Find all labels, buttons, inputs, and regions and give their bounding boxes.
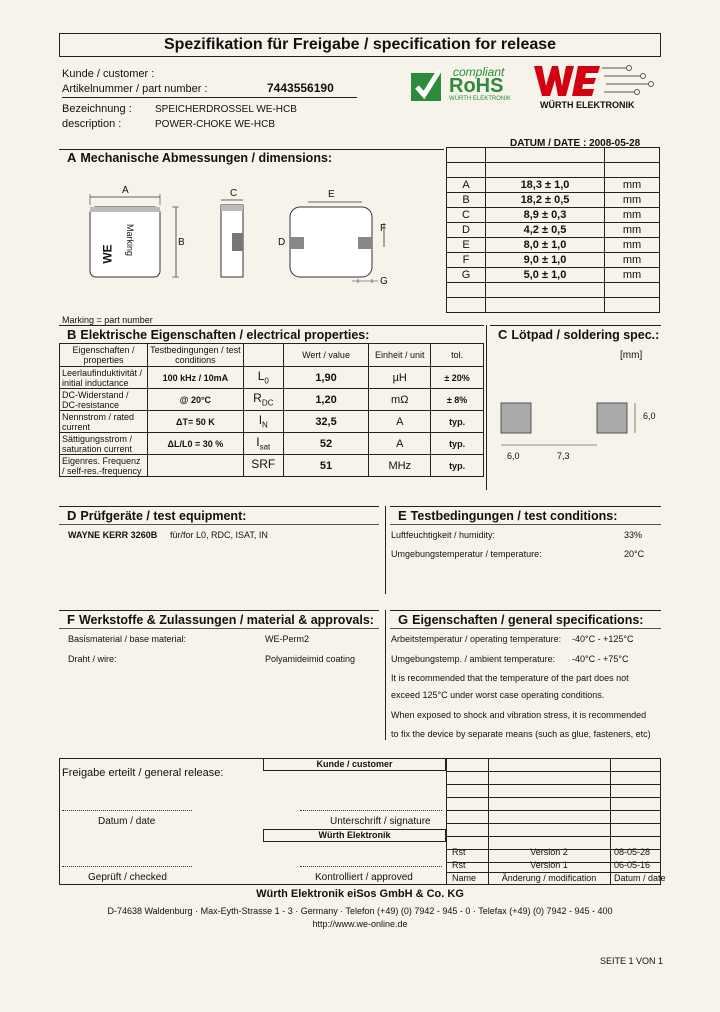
ep-cell-unit: A (369, 433, 431, 455)
dims-cell-k: A (447, 178, 486, 193)
signature-line (300, 810, 442, 811)
dims-cell-v: 8,0 ± 1,0 (486, 238, 605, 253)
dim-label-e: E (328, 189, 335, 200)
we-logo (530, 62, 665, 112)
dims-row (447, 178, 660, 193)
dims-cell-u: mm (605, 208, 660, 223)
solder-dim-h: 6,0 (643, 411, 656, 421)
section-c-heading: Lötpad / soldering spec.: (511, 328, 660, 342)
dims-cell (486, 163, 605, 178)
temperature-label: Umgebungstemperatur / temperature: (391, 549, 542, 559)
dims-cell (605, 148, 660, 163)
g-note-3: When exposed to shock and vibration stress, it is recommended (391, 710, 647, 720)
ep-header-row (60, 344, 484, 367)
solder-unit: [mm] (620, 350, 643, 361)
dims-cell-v: 4,2 ± 0,5 (486, 223, 605, 238)
dims-row (447, 193, 660, 208)
designation-value: SPEICHERDROSSEL WE-HCB (155, 104, 297, 115)
section-f-title (67, 612, 374, 627)
de-divider (385, 506, 386, 594)
ep-cell-cond (147, 455, 243, 477)
description-label: description : (62, 118, 122, 130)
section-b-heading: Elektrische Eigenschaften / electrical properties: (80, 328, 370, 342)
rev-grid-line (446, 784, 661, 785)
ep-cell-sym (243, 367, 283, 389)
approved-line (300, 866, 442, 867)
ep-header-cell: tol. (431, 344, 484, 367)
ep-cell-prop: Nennstrom / rated current (60, 411, 148, 433)
section-d-title (67, 508, 246, 523)
op-temp-value: -40°C - +125°C (572, 634, 634, 644)
rev-grid-line (446, 771, 661, 772)
dims-cell-u: mm (605, 238, 660, 253)
ep-header-cell: Eigenschaften / properties (60, 344, 148, 367)
dims-row-blank (447, 148, 660, 163)
dims-cell (447, 148, 486, 163)
rev2-by: Rst (452, 860, 466, 870)
ep-cell-val: 32,5 (283, 411, 369, 433)
section-c-rule (490, 325, 661, 326)
dim-label-g: G (380, 276, 388, 287)
ep-cell-val: 51 (283, 455, 369, 477)
rev-grid-left (446, 758, 447, 885)
section-g-underline (390, 628, 661, 629)
date-text: DATUM / DATE : 2008-05-28 (510, 138, 641, 149)
ep-cell-unit: A (369, 411, 431, 433)
dim-label-d: D (278, 237, 286, 248)
dim-label-a: A (122, 185, 129, 196)
dims-cell (605, 283, 660, 298)
base-material-label: Basismaterial / base material: (68, 634, 187, 644)
ep-cell-cond: ΔT= 50 K (147, 411, 243, 433)
ep-sym: I (256, 435, 260, 450)
ep-cell-sym (243, 433, 283, 455)
ep-cell-sym (243, 389, 283, 411)
ep-row (60, 411, 484, 433)
section-c-title (498, 327, 659, 342)
drawing-we-mark: WE (100, 244, 115, 264)
section-f-rule (59, 610, 379, 611)
ep-header-cell (243, 344, 283, 367)
ep-cell-tol: typ. (431, 455, 484, 477)
dims-cell (486, 283, 605, 298)
rev-grid-line (446, 810, 661, 811)
ep-cell-tol: ± 8% (431, 389, 484, 411)
dims-row-blank (447, 163, 660, 178)
section-g-rule (390, 610, 661, 611)
dim-label-b: B (178, 237, 185, 248)
rev1-date: 08-05-28 (614, 847, 651, 857)
dims-row (447, 238, 660, 253)
section-d-heading: Prüfgeräte / test equipment: (80, 509, 247, 523)
ep-cell-sym (243, 455, 283, 477)
ep-row (60, 389, 484, 411)
dims-row (447, 223, 660, 238)
rev-grid-line (446, 823, 661, 824)
amb-temp-value: -40°C - +75°C (572, 654, 629, 664)
section-g-letter: G (398, 612, 409, 627)
ep-sym-sub: N (262, 420, 268, 430)
dims-row-blank (447, 298, 660, 313)
customer-label: Kunde / customer : (62, 68, 155, 80)
ep-row (60, 433, 484, 455)
designation-label: Bezeichnung : (62, 103, 132, 115)
rev-head-name: Name (452, 873, 477, 883)
electrical-table (59, 343, 484, 477)
ep-header-cell: Einheit / unit (369, 344, 431, 367)
section-g-title (398, 612, 643, 627)
rev-grid-line (446, 797, 661, 798)
ep-cell-val: 1,20 (283, 389, 369, 411)
approved-label: Kontrolliert / approved (315, 872, 413, 883)
checked-line (62, 866, 192, 867)
ep-sym: I (258, 413, 263, 428)
dims-cell-u: mm (605, 223, 660, 238)
footer-company: Würth Elektronik eiSos GmbH & Co. KG (256, 888, 464, 900)
ep-cell-cond: 100 kHz / 10mA (147, 367, 243, 389)
rohs-sub-text: WÜRTH ELEKTRONIK (449, 96, 511, 102)
date-line (62, 810, 192, 811)
date-label: Datum / date (98, 816, 156, 827)
marking-note: Marking = part number (62, 315, 153, 325)
section-c-divider (486, 325, 487, 490)
section-f-underline (59, 628, 379, 629)
ep-cell-unit: µH (369, 367, 431, 389)
ep-cell-prop: Leerlaufinduktivität / initial inductance (60, 367, 148, 389)
wire-value: Polyamideimid coating (265, 654, 356, 664)
rohs-logo (405, 65, 525, 105)
section-e-letter: E (398, 508, 407, 523)
dims-cell-u: mm (605, 193, 660, 208)
ep-sym: R (253, 391, 262, 406)
temperature-value: 20°C (624, 549, 645, 559)
wire-label: Draht / wire: (68, 654, 117, 664)
ep-row (60, 455, 484, 477)
ep-cell-cond: ΔL/L0 = 30 % (147, 433, 243, 455)
section-e-underline (390, 524, 661, 525)
section-e-rule (390, 506, 661, 507)
section-a-title (67, 150, 332, 165)
ep-cell-prop: Sättigungsstrom / saturation current (60, 433, 148, 455)
dims-cell-v: 18,2 ± 0,5 (486, 193, 605, 208)
dims-cell-k: C (447, 208, 486, 223)
section-b-title (67, 327, 369, 342)
equipment-name: WAYNE KERR 3260B (68, 530, 158, 540)
dims-cell (605, 298, 660, 313)
ep-cell-tol: typ. (431, 433, 484, 455)
release-label: Freigabe erteilt / general release: (62, 767, 224, 779)
rohs-text: RoHS (449, 75, 504, 97)
rev1-version: Version 2 (530, 847, 568, 857)
dims-cell (447, 283, 486, 298)
dims-cell-k: D (447, 223, 486, 238)
ep-sym: SRF (251, 457, 276, 472)
rev1-by: Rst (452, 847, 466, 857)
ep-cell-prop: Eigenres. Frequenz / self-res.-frequency (60, 455, 148, 477)
section-b-letter: B (67, 327, 77, 342)
dims-cell-k: B (447, 193, 486, 208)
footer-url[interactable]: http://www.we-online.de (312, 919, 408, 929)
section-f-heading: Werkstoffe & Zulassungen / material & approvals: (78, 613, 374, 627)
ep-cell-cond: @ 20°C (147, 389, 243, 411)
section-d-underline (59, 524, 379, 525)
ep-sym-sub: 0 (264, 376, 269, 386)
g-note-2: exceed 125°C under worst case operating conditions. (391, 690, 605, 700)
dim-label-c: C (230, 188, 238, 199)
solder-pad-drawing (495, 395, 660, 465)
dims-cell (447, 298, 486, 313)
dims-row (447, 268, 660, 283)
dimension-drawing (80, 185, 410, 295)
section-c-letter: C (498, 327, 508, 342)
humidity-value: 33% (624, 530, 643, 540)
section-a-heading: Mechanische Abmessungen / dimensions: (80, 151, 333, 165)
section-e-heading: Testbedingungen / test conditions: (410, 509, 618, 523)
rev-grid-line (446, 836, 661, 837)
dims-cell-v: 5,0 ± 1,0 (486, 268, 605, 283)
section-f-letter: F (67, 612, 75, 627)
g-note-4: to fix the device by separate means (such as glue, fasteners, etc) (391, 729, 651, 739)
ep-header-cell: Testbedingungen / test conditions (147, 344, 243, 367)
section-d-letter: D (67, 508, 77, 523)
section-a-letter: A (67, 150, 77, 165)
part-number-label: Artikelnummer / part number : (62, 83, 208, 95)
amb-temp-label: Umgebungstemp. / ambient temperature: (391, 654, 556, 664)
ep-cell-tol: ± 20% (431, 367, 484, 389)
ep-cell-val: 1,90 (283, 367, 369, 389)
page-title: Spezifikation für Freigabe / specification for release (163, 36, 557, 53)
fg-divider (385, 610, 386, 740)
ep-cell-unit: MHz (369, 455, 431, 477)
footer-address: D-74638 Waldenburg · Max-Eyth-Strasse 1 - 3 · Germany · Telefon (+49) (0) 7942 - 945 - 0 · Telefax (+49) (0) 7942 - 945 - 400 (107, 906, 613, 916)
rev-head-change: Änderung / modification (501, 873, 597, 883)
part-number-underline (62, 97, 357, 98)
ep-header-cell: Wert / value (283, 344, 369, 367)
dims-cell-u: mm (605, 178, 660, 193)
description-value: POWER-CHOKE WE-HCB (155, 119, 275, 130)
dims-row (447, 253, 660, 268)
part-number: 7443556190 (267, 81, 334, 95)
ep-cell-val: 52 (283, 433, 369, 455)
dims-cell-v: 9,0 ± 1,0 (486, 253, 605, 268)
section-e-title (398, 508, 617, 523)
solder-dim-gap: 7,3 (557, 451, 570, 461)
rev2-version: Version 1 (530, 860, 568, 870)
we-head: Würth Elektronik (318, 830, 391, 840)
rev-grid-col2 (610, 758, 611, 885)
dims-cell (486, 148, 605, 163)
solder-dim-w: 6,0 (507, 451, 520, 461)
dims-cell (486, 298, 605, 313)
dims-cell-k: G (447, 268, 486, 283)
dims-cell (605, 163, 660, 178)
we-logo-icon (530, 62, 665, 98)
dims-cell-k: E (447, 238, 486, 253)
section-d-rule (59, 506, 379, 507)
base-material-value: WE-Perm2 (265, 634, 310, 644)
drawing-marking-text: Marking (125, 223, 136, 257)
dims-cell-v: 18,3 ± 1,0 (486, 178, 605, 193)
rev2-date: 06-05-16 (614, 860, 651, 870)
dims-row (447, 208, 660, 223)
section-b-rule (59, 325, 484, 326)
dims-cell (447, 163, 486, 178)
dims-cell-v: 8,9 ± 0,3 (486, 208, 605, 223)
g-note-1: It is recommended that the temperature of the part does not (391, 673, 629, 683)
checked-label: Geprüft / checked (88, 872, 167, 883)
page-number: SEITE 1 VON 1 (600, 956, 664, 966)
equipment-for: für/for L0, RDC, ISAT, IN (170, 530, 268, 540)
ep-cell-tol: typ. (431, 411, 484, 433)
dimensions-table (446, 147, 660, 313)
section-g-heading: Eigenschaften / general specifications: (412, 613, 644, 627)
ep-sym-sub: sat (259, 442, 271, 452)
humidity-label: Luftfeuchtigkeit / humidity: (391, 530, 496, 540)
dims-cell-k: F (447, 253, 486, 268)
rev-head-date: Datum / date (614, 873, 666, 883)
we-name-text: WÜRTH ELEKTRONIK (540, 100, 635, 110)
dims-row-blank (447, 283, 660, 298)
ep-cell-unit: mΩ (369, 389, 431, 411)
ep-row (60, 367, 484, 389)
rohs-compliant-text: compliant (453, 65, 505, 79)
ep-sym: L (257, 369, 265, 384)
ep-sym-sub: DC (261, 398, 274, 408)
ep-cell-prop: DC-Widerstand / DC-resistance (60, 389, 148, 411)
ep-cell-sym (243, 411, 283, 433)
customer-head: Kunde / customer (316, 759, 393, 769)
dim-label-f: F (380, 223, 387, 234)
dims-cell-u: mm (605, 253, 660, 268)
signature-label: Unterschrift / signature (330, 816, 431, 827)
dims-cell-u: mm (605, 268, 660, 283)
op-temp-label: Arbeitstemperatur / operating temperature: (391, 634, 562, 644)
